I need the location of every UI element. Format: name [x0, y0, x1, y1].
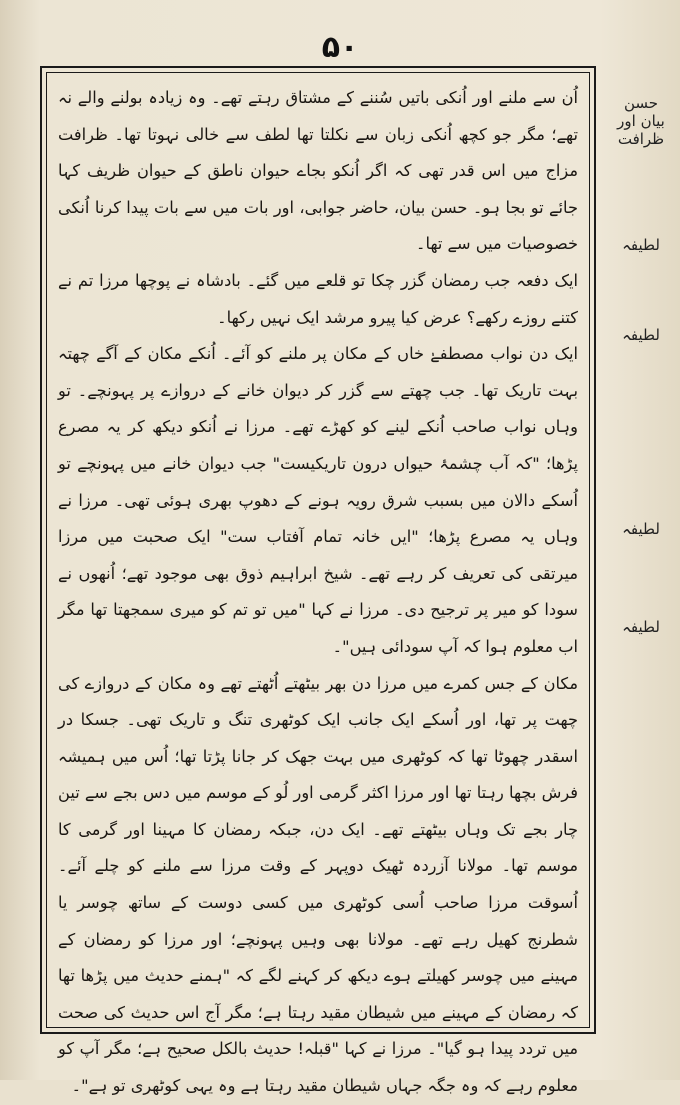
page-number: ۵۰ [321, 30, 359, 65]
margin-note-latifa-4: لطیفہ [622, 618, 660, 636]
margin-note-latifa-1: لطیفہ [622, 236, 660, 254]
paragraph-intro: اُن سے ملنے اور اُنکی باتیں سُننے کے مشتاق رہتے تھے۔ وہ زیادہ بولنے والے نہ تھے؛ مگر جو کچھ اُنکی زبان سے نکلتا تھا لطف سے خالی نہوتا تھا۔ ظرافت مزاج میں اس قدر تھی کہ اگر اُنکو بجاے حیوان ناطق کے حیوان ظریف کہا جائے تو بجا ہو۔ حسن بیان، حاضر جوابی، اور بات میں سے بات پیدا کرنا اُنکی خصوصیات میں سے تھا۔ [58, 88, 578, 254]
margin-note-latifa-3: لطیفہ [622, 520, 660, 538]
margin-note-husn-e-bayan: حسن بیان اور ظرافت [617, 94, 665, 148]
paragraph-nawab-anecdote: ایک دن نواب مصطفےٰ خاں کے مکان پر ملنے کو آئے۔ اُنکے مکان کے آگے چھتہ بہت تاریک تھا۔ جب چھتے سے گزر کر دیوان خانے کے دروازے پر پہونچے۔ تو وہاں نواب صاحب اُنکے لینے کو کھڑے تھے۔ مرزا نے اُنکو دیکھ کر یہ مصرع پڑھا؛ "کہ آب چشمۂ حیواں درون تاریکیست" جب دیوان خانے میں پہونچے تو اُسکے دالان میں بسبب شرق رویہ ہونے کے دھوپ بھری ہوئی تھی۔ مرزا نے وہاں یہ مصرع پڑھا؛ "ایں خانہ تمام آفتاب ست" ایک صحبت میں مرزا میرتقی کی تعریف کر رہے تھے۔ شیخ ابراہیم ذوق بھی موجود تھے؛ اُنھوں نے سودا کو میر پر ترجیح دی۔ مرزا نے کہا "میں تو تم کو میری سمجھتا تھا مگر اب معلوم ہوا کہ آپ سودائی ہیں"۔ [58, 344, 578, 656]
body-text [58, 80, 578, 1096]
paragraph-ramzan-anecdote: ایک دفعہ جب رمضان گزر چکا تو قلعے میں گئے۔ بادشاہ نے پوچھا مرزا تم نے کتنے روزے رکھے؟ عرض کیا پیرو مرشد ایک نہیں رکھا۔ [58, 270, 578, 327]
margin-note-latifa-2: لطیفہ [622, 326, 660, 344]
paragraph-kothri-anecdote: مکان کے جس کمرے میں مرزا دن بھر بیٹھتے اُٹھتے تھے وہ مکان کے دروازے کی چھت پر تھا، اور اُسکے ایک جانب ایک کوٹھری تنگ و تاریک تھی۔ جسکا در اسقدر چھوٹا تھا کہ کوٹھری میں بہت جھک کر جانا پڑتا تھا؛ اُس میں ہمیشہ فرش بچھا رہتا تھا اور مرزا اکثر گرمی اور لُو کے موسم میں دس بجے سے تین چار بجے تک وہاں بیٹھتے تھے۔ ایک دن، جبکہ رمضان کا مہینا اور گرمی کا موسم تھا۔ مولانا آزردہ ٹھیک دوپہر کے وقت مرزا سے ملنے کو چلے آئے۔ اُسوقت مرزا صاحب اُسی کوٹھری میں کسی دوست کے ساتھ چوسر یا شطرنج کھیل رہے تھے۔ مولانا بھی وہیں پہونچے؛ اور مرزا کو رمضان کے مہینے میں چوسر کھیلتے ہوے دیکھ کر کہنے لگے کہ "ہمنے حدیث میں پڑھا تھا کہ رمضان کے مہینے میں شیطان مقید رہتا ہے؛ مگر آج اس حدیث کی صحت میں تردد پیدا ہو گیا"۔ مرزا نے کہا "قبلہ! حدیث بالکل صحیح ہے؛ مگر آپ کو معلوم رہے کہ وہ جگہ جہاں شیطان مقید رہتا ہے وہ یہی کوٹھری تو ہے"۔ [58, 673, 578, 1096]
